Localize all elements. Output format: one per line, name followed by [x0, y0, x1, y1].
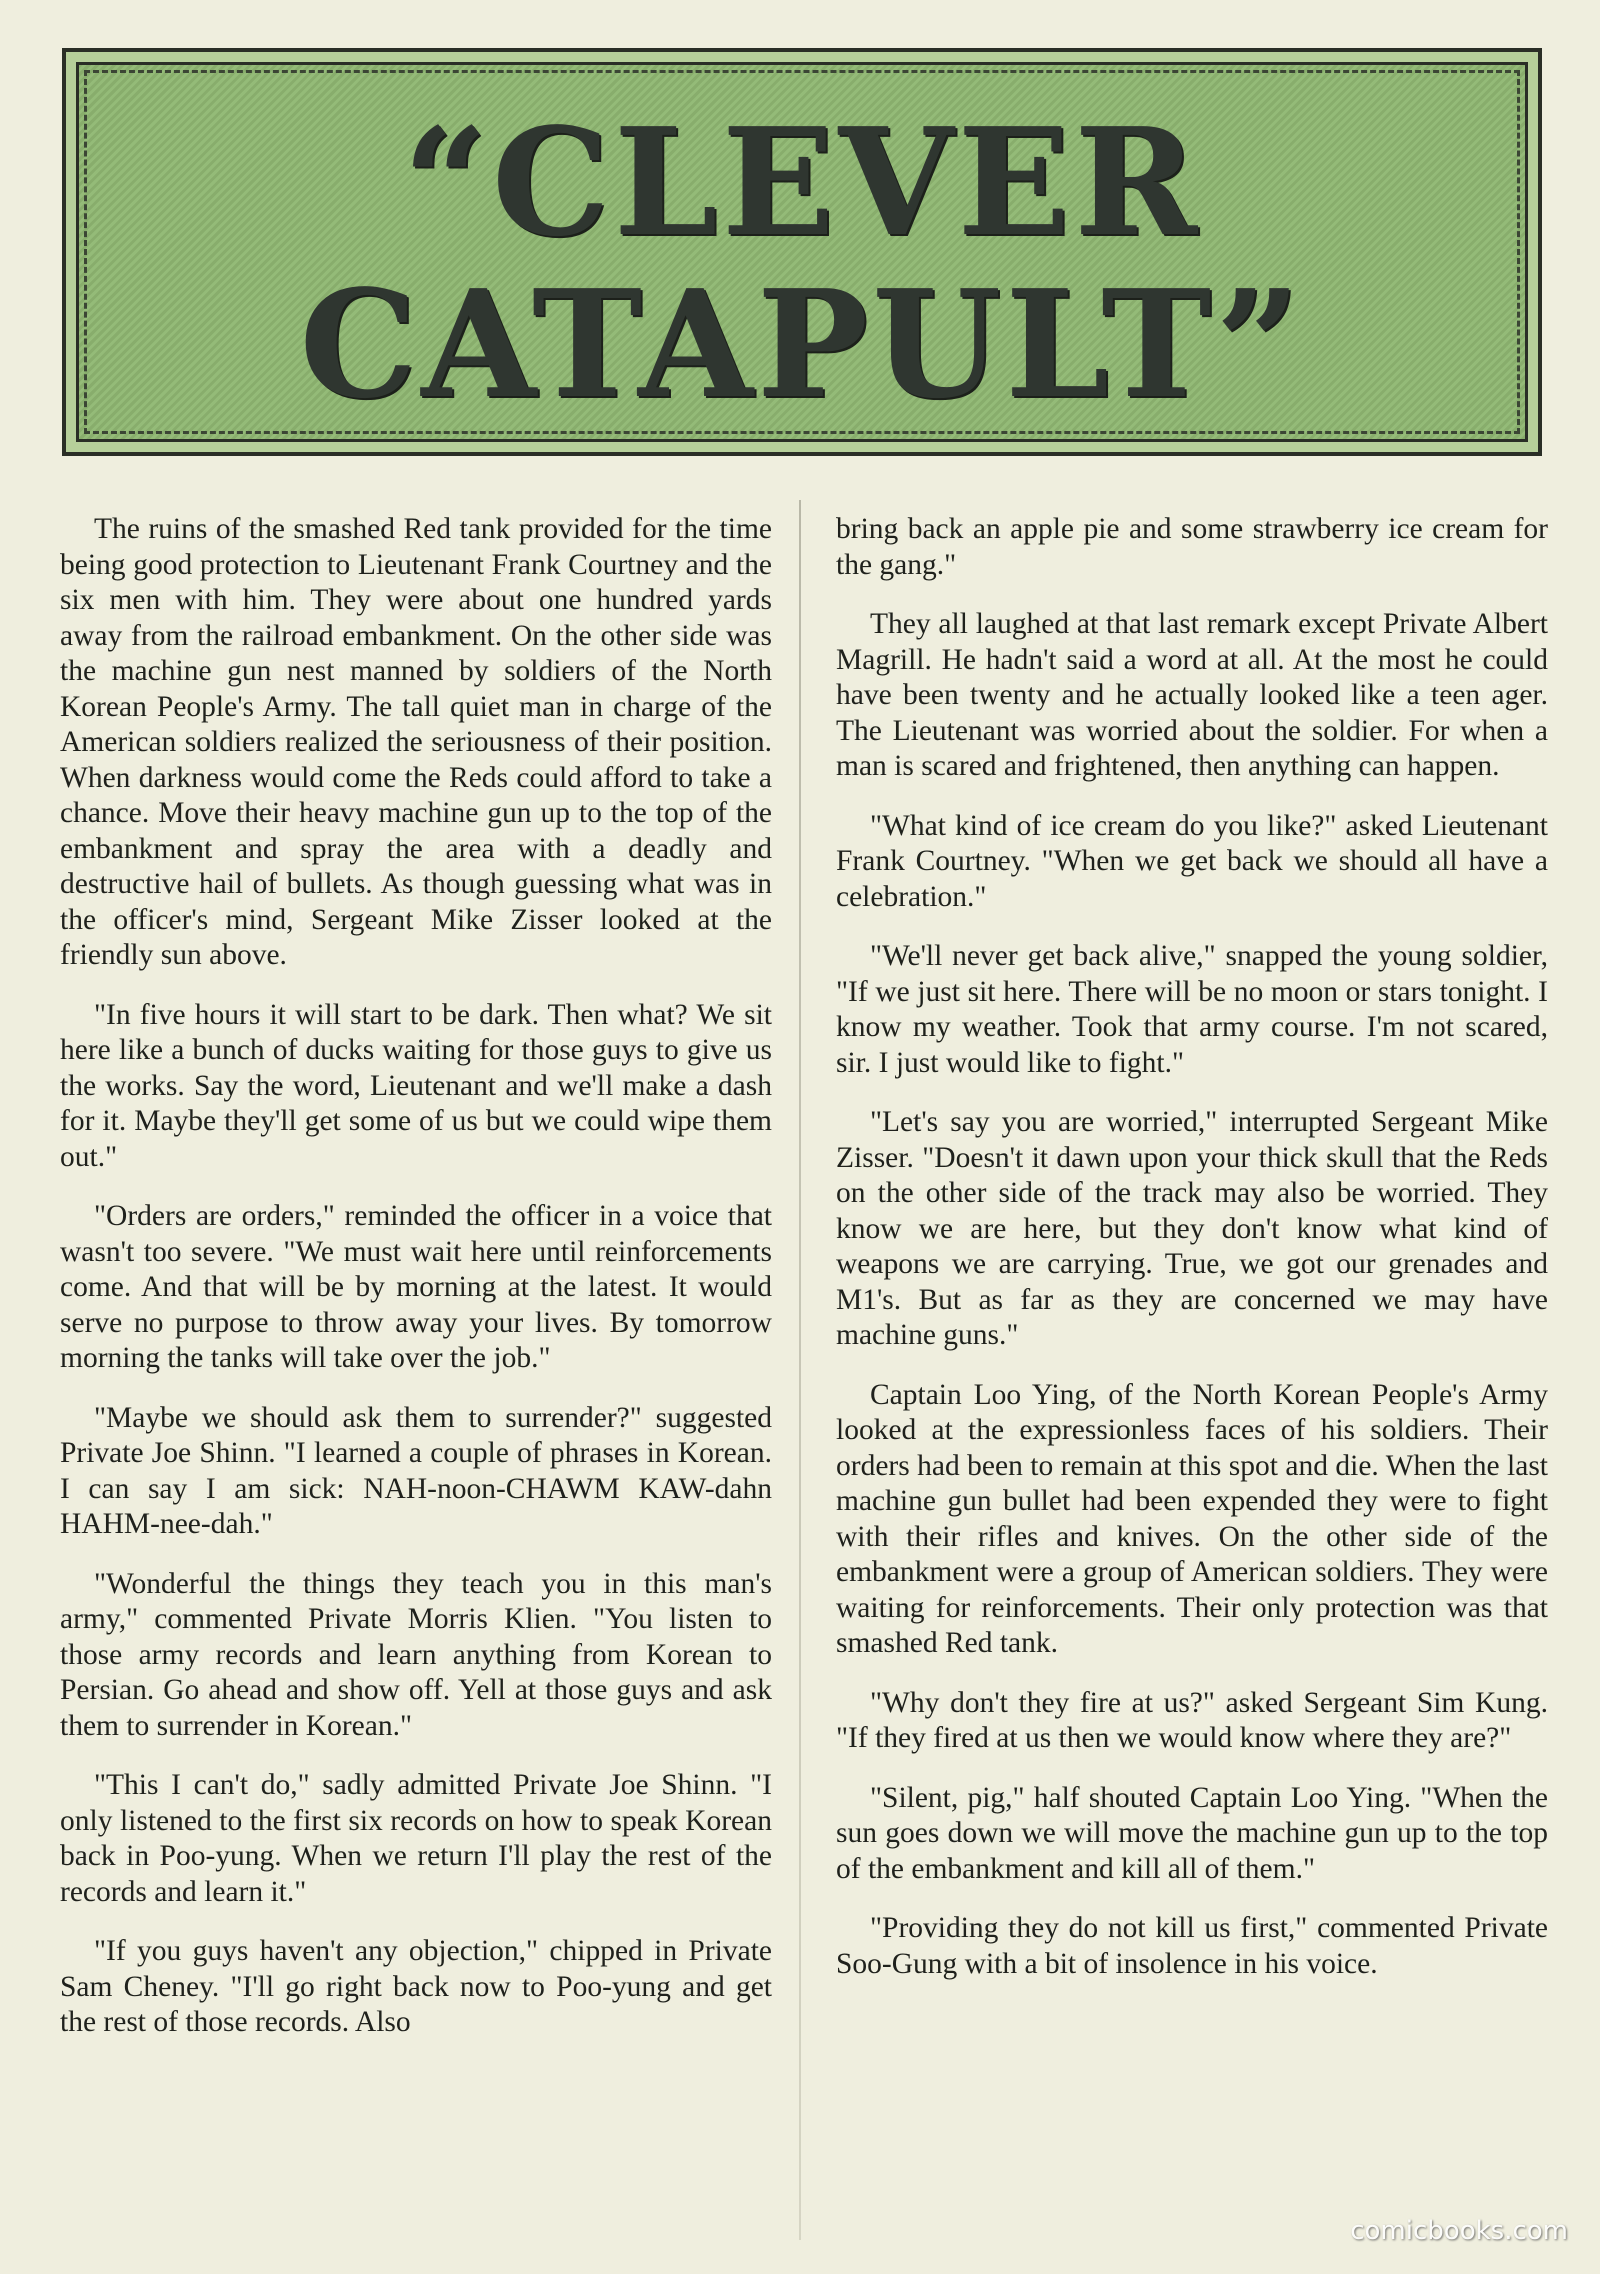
paragraph: "Let's say you are worried," interrupted Sergeant Mike Zisser. "Doesn't it dawn upon your thick skull that the Reds on the other side of the track may also be worried. They know we are here, but they don't know what kind of weapons we are carrying. True, we got our grenades and M1's. But as far as they are concerned we may have machine guns.": [836, 1106, 1548, 1351]
paragraph: "In five hours it will start to be dark. Then what? We sit here like a bunch of ducks waiting for those guys to give us the works. Say the word, Lieutenant and we'll make a dash for it. Maybe they'll get some of us but we could wipe them out.": [60, 998, 772, 1173]
paragraph: They all laughed at that last remark except Private Albert Magrill. He hadn't said a word at all. At the most he could have been twenty and he actually looked like a teen ager. The Lieutenant was worried about the soldier. For when a man is scared and frightened, then anything can happen.: [836, 608, 1548, 782]
paragraph: "Providing they do not kill us first," commented Private Soo-Gung with a bit of insolence in his voice.: [836, 1912, 1548, 1980]
paragraph: "If you guys haven't any objection," chipped in Private Sam Cheney. "I'll go right back now to Poo-yung and get the rest of those records. Also: [60, 1935, 772, 2038]
title-line-1: “CLEVER: [402, 95, 1202, 269]
left-column: [60, 512, 772, 2065]
paragraph: The ruins of the smashed Red tank provided for the time being good protection to Lieutenant Frank Courtney and the six men with him. They were about one hundred yards away from the railroad embankment. On the other side was the machine gun nest manned by soldiers of the North Korean People's Army. The tall quiet man in charge of the American soldiers realized the seriousness of their position. When darkness would come the Reds could afford to take a chance. Move their heavy machine gun up to the top of the embankment and spray the area with a deadly and destructive hail of bullets. As though guessing what was in the officer's mind, Sergeant Mike Zisser looked at the friendly sun above.: [60, 513, 772, 971]
paragraph: "This I can't do," sadly admitted Private Joe Shinn. "I only listened to the first six records on how to speak Korean back in Poo-yung. When we return I'll play the rest of the records and learn it.": [60, 1769, 772, 1908]
title-banner: [62, 48, 1542, 456]
title-line-2: CATAPULT”: [299, 257, 1305, 431]
paragraph: Captain Loo Ying, of the North Korean People's Army looked at the expressionless faces of his soldiers. Their orders had been to remain at this spot and die. When the last machine gun bullet had been expended they were to fight with their rifles and knives. On the other side of the embankment were a group of American soldiers. They were waiting for reinforcements. Their only protection was that smashed Red tank.: [836, 1378, 1548, 1659]
paragraph: "Maybe we should ask them to surrender?" suggested Private Joe Shinn. "I learned a couple of phrases in Korean. I can say I am sick: NAH-noon-CHAWM KAW-dahn HAHM-nee-dah.": [60, 1401, 772, 1540]
column-divider: [799, 500, 801, 2240]
paragraph: "Orders are orders," reminded the officer in a voice that wasn't too severe. "We must wait here until reinforcements come. And that will be by morning at the latest. It would serve no purpose to throw away your lives. By tomorrow morning the tanks will take over the job.": [60, 1200, 772, 1374]
paragraph: "Silent, pig," half shouted Captain Loo Ying. "When the sun goes down we will move the machine gun up to the top of the embankment and kill all of them.": [836, 1781, 1548, 1885]
watermark: comicbooks.com: [1350, 2216, 1568, 2246]
paragraph: "What kind of ice cream do you like?" asked Lieutenant Frank Courtney. "When we get back we should all have a celebration.": [836, 809, 1548, 913]
paragraph: "Wonderful the things they teach you in this man's army," commented Private Morris Klien. "You listen to those army records and learn anything from Korean to Persian. Go ahead and show off. Yell at those guys and ask them to surrender in Korean.": [60, 1567, 772, 1742]
right-column: [836, 512, 1548, 2006]
paragraph: bring back an apple pie and some strawberry ice cream for the gang.": [836, 513, 1548, 581]
paragraph: "We'll never get back alive," snapped the young soldier, "If we just sit here. There will be no moon or stars tonight. I know my weather. Took that army course. I'm not scared, sir. I just would like to fight.": [836, 940, 1548, 1079]
paragraph: "Why don't they fire at us?" asked Sergeant Sim Kung. "If they fired at us then we would know where they are?": [836, 1686, 1548, 1754]
